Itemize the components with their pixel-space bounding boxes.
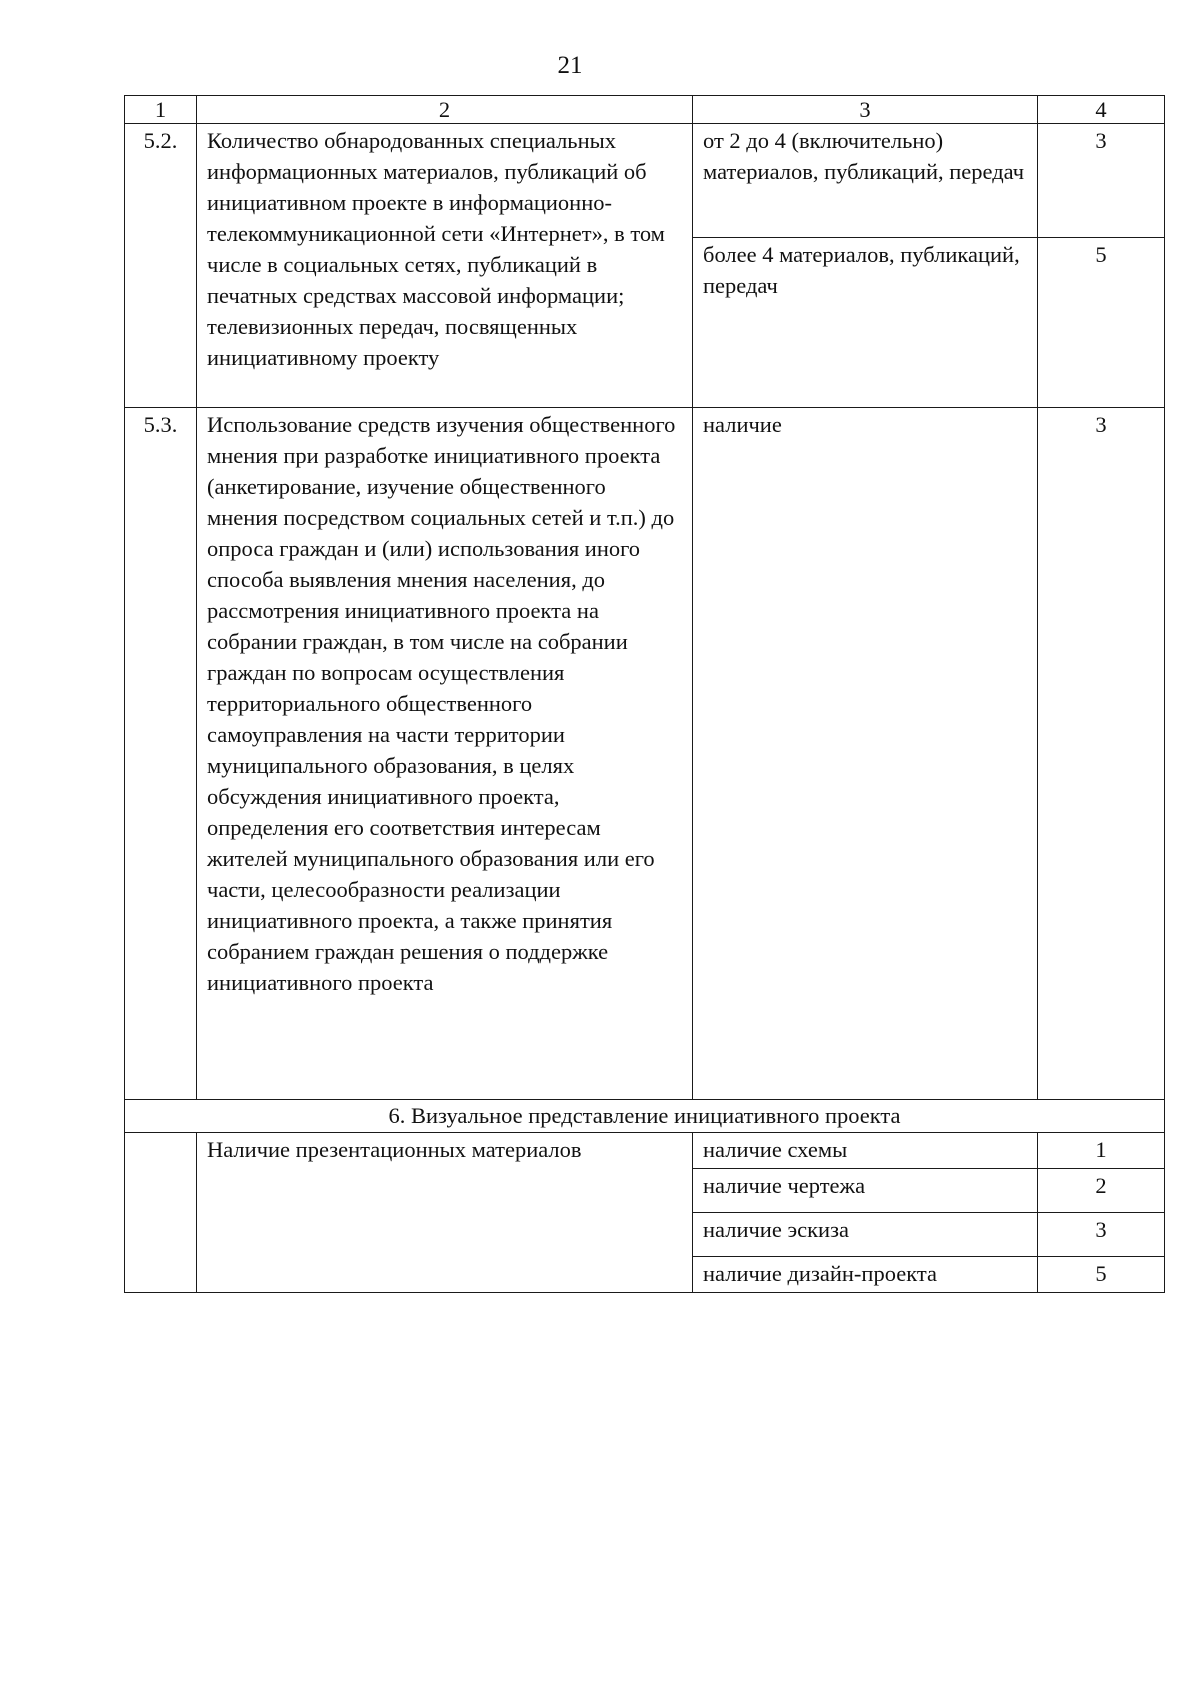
condition-text: от 2 до 4 (включительно) материалов, публикаций, передач [693, 124, 1038, 238]
section-title: 6. Визуальное представление инициативного проекта [125, 1100, 1165, 1133]
header-col-3: 3 [693, 96, 1038, 124]
row-number: 5.2. [125, 124, 197, 408]
criteria-table [124, 95, 1165, 1293]
score-value: 3 [1038, 124, 1165, 238]
score-value: 1 [1038, 1133, 1165, 1169]
table-row-5-2 [125, 124, 1165, 238]
section-heading-row [125, 1100, 1165, 1133]
table-row-6 [125, 1133, 1165, 1169]
table-header-row [125, 96, 1165, 124]
condition-text: наличие [693, 408, 1038, 1100]
score-value: 5 [1038, 1257, 1165, 1293]
row-number [125, 1133, 197, 1293]
condition-text: наличие эскиза [693, 1213, 1038, 1257]
condition-text: наличие схемы [693, 1133, 1038, 1169]
table-row-5-3 [125, 408, 1165, 1100]
condition-text: наличие дизайн-проекта [693, 1257, 1038, 1293]
page-number: 21 [557, 52, 583, 79]
header-col-2: 2 [197, 96, 693, 124]
criterion-text: Наличие презентационных материалов [197, 1133, 693, 1293]
score-value: 2 [1038, 1169, 1165, 1213]
condition-text: наличие чертежа [693, 1169, 1038, 1213]
condition-text: более 4 материалов, публикаций, передач [693, 238, 1038, 408]
header-col-1: 1 [125, 96, 197, 124]
score-value: 3 [1038, 1213, 1165, 1257]
score-value: 5 [1038, 238, 1165, 408]
header-col-4: 4 [1038, 96, 1165, 124]
criterion-text: Количество обнародованных специальных информационных материалов, публикаций об инициативном проекте в информационно-телекоммуникационной сети «Интернет», в том числе в социальных сетях, публикаций в печатных средствах массовой информации; телевизионных передач, посвященных инициативному проекту [197, 124, 693, 408]
score-value: 3 [1038, 408, 1165, 1100]
row-number: 5.3. [125, 408, 197, 1100]
criterion-text: Использование средств изучения общественного мнения при разработке инициативного проекта (анкетирование, изучение общественного мнения посредством социальных сетей и т.п.) до опроса граждан и (или) использования иного способа выявления мнения населения, до рассмотрения инициативного проекта на собрании граждан, в том числе на собрании граждан по вопросам осуществления территориального общественного самоуправления на части территории муниципального образования, в целях обсуждения инициативного проекта, определения его соответствия интересам жителей муниципального образования или его части, целесообразности реализации инициативного проекта, а также принятия собранием граждан решения о поддержке инициативного проекта [197, 408, 693, 1100]
